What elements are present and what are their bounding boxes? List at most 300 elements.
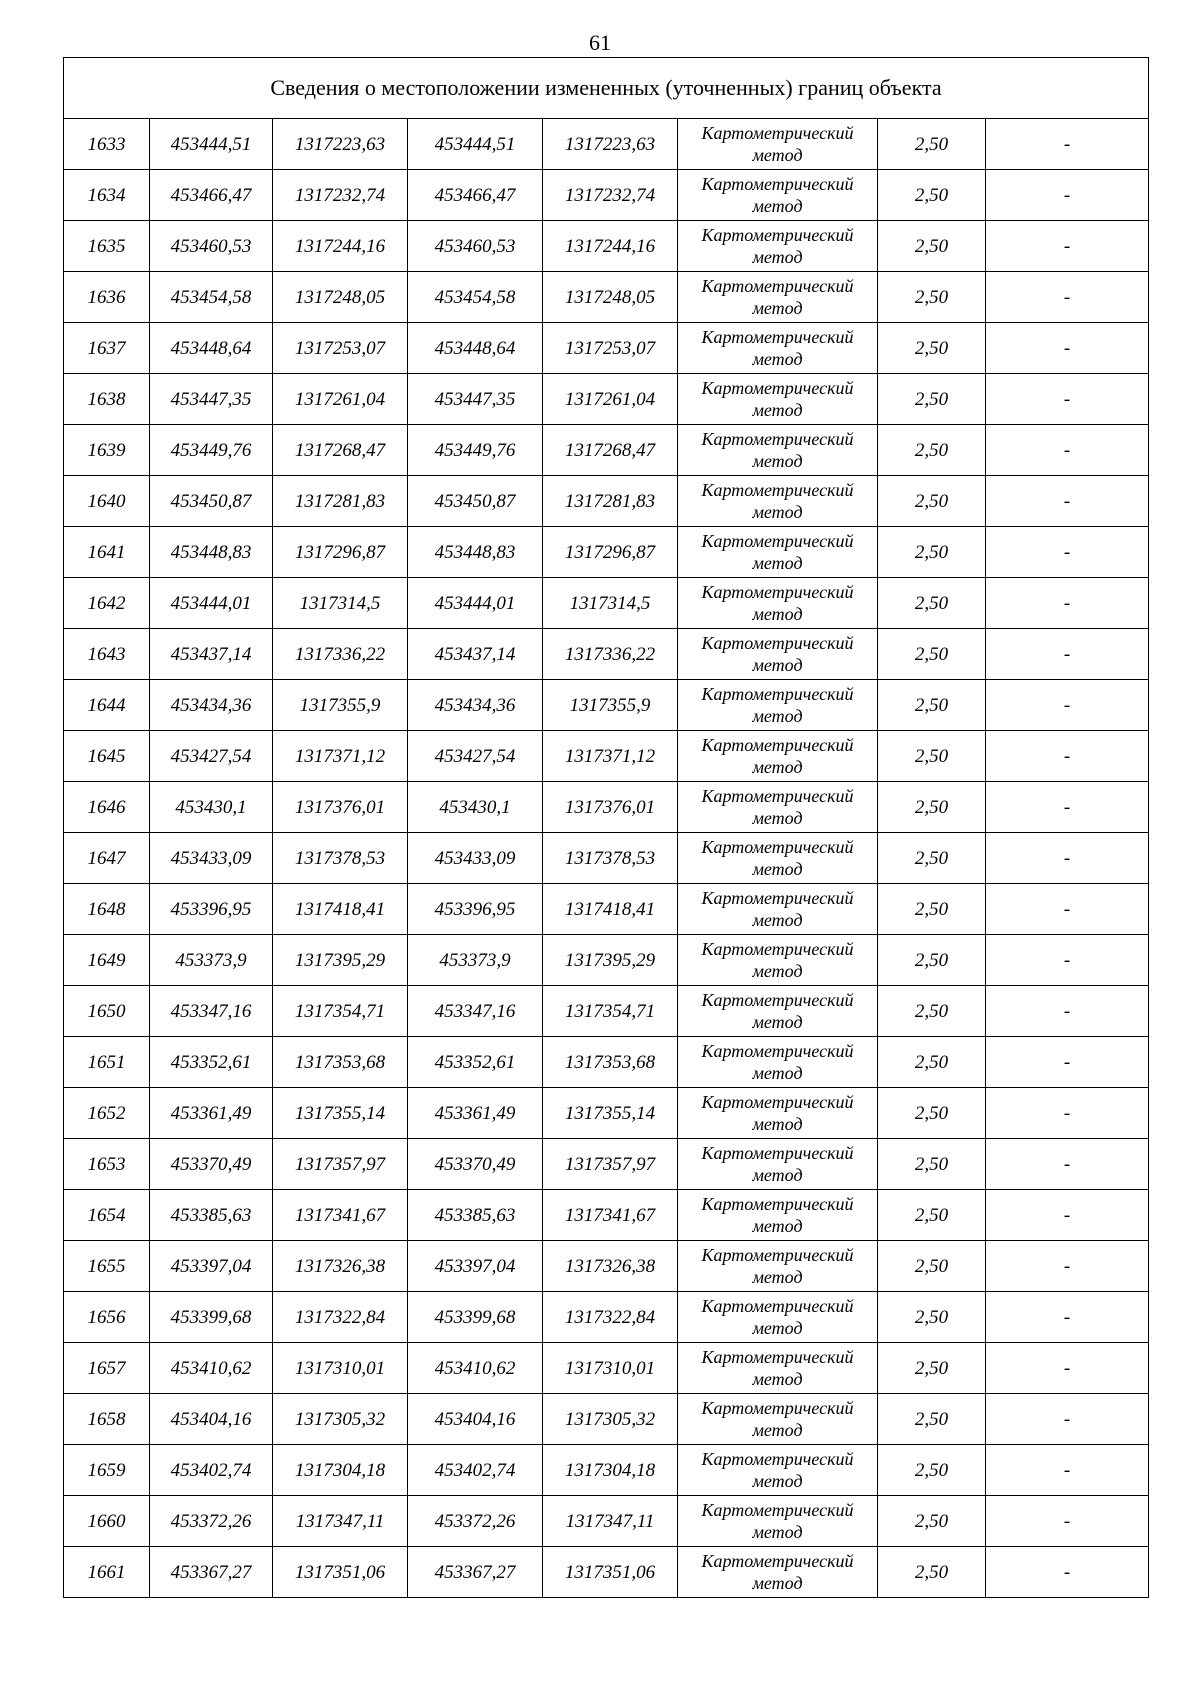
method-line-1: Картометрический: [701, 1551, 854, 1571]
x-new-cell: 453373,9: [408, 935, 543, 986]
y-old-cell: 1317357,97: [273, 1139, 408, 1190]
note-cell: -: [986, 629, 1149, 680]
x-old-cell: 453399,68: [150, 1292, 273, 1343]
x-new-cell: 453370,49: [408, 1139, 543, 1190]
method-line-2: метод: [752, 1063, 803, 1083]
x-new-cell: 453449,76: [408, 425, 543, 476]
table-row: [64, 833, 1149, 884]
method-line-1: Картометрический: [701, 786, 854, 806]
note-cell: -: [986, 986, 1149, 1037]
method-cell: [678, 1190, 878, 1241]
method-line-2: метод: [752, 1267, 803, 1287]
method-cell: [678, 986, 878, 1037]
accuracy-cell: 2,50: [878, 323, 986, 374]
point-number-cell: 1644: [64, 680, 150, 731]
accuracy-cell: 2,50: [878, 1394, 986, 1445]
x-new-cell: 453372,26: [408, 1496, 543, 1547]
y-old-cell: 1317371,12: [273, 731, 408, 782]
note-cell: -: [986, 1292, 1149, 1343]
note-cell: -: [986, 221, 1149, 272]
method-line-1: Картометрический: [701, 1245, 854, 1265]
point-number-cell: 1652: [64, 1088, 150, 1139]
y-old-cell: 1317355,14: [273, 1088, 408, 1139]
x-new-cell: 453361,49: [408, 1088, 543, 1139]
point-number-cell: 1646: [64, 782, 150, 833]
x-new-cell: 453367,27: [408, 1547, 543, 1598]
x-old-cell: 453397,04: [150, 1241, 273, 1292]
x-old-cell: 453430,1: [150, 782, 273, 833]
y-old-cell: 1317305,32: [273, 1394, 408, 1445]
method-cell: [678, 1445, 878, 1496]
table-row: [64, 1037, 1149, 1088]
point-number-cell: 1637: [64, 323, 150, 374]
x-new-cell: 453427,54: [408, 731, 543, 782]
point-number-cell: 1633: [64, 119, 150, 170]
x-old-cell: 453347,16: [150, 986, 273, 1037]
method-line-1: Картометрический: [701, 327, 854, 347]
accuracy-cell: 2,50: [878, 578, 986, 629]
accuracy-cell: 2,50: [878, 170, 986, 221]
y-new-cell: 1317223,63: [543, 119, 678, 170]
note-cell: -: [986, 578, 1149, 629]
x-old-cell: 453454,58: [150, 272, 273, 323]
point-number-cell: 1641: [64, 527, 150, 578]
method-line-1: Картометрический: [701, 225, 854, 245]
note-cell: -: [986, 1547, 1149, 1598]
y-old-cell: 1317232,74: [273, 170, 408, 221]
accuracy-cell: 2,50: [878, 731, 986, 782]
table-row: [64, 323, 1149, 374]
accuracy-cell: 2,50: [878, 1547, 986, 1598]
note-cell: -: [986, 323, 1149, 374]
method-line-2: метод: [752, 910, 803, 930]
y-new-cell: 1317351,06: [543, 1547, 678, 1598]
method-cell: [678, 1037, 878, 1088]
note-cell: -: [986, 374, 1149, 425]
method-line-2: метод: [752, 655, 803, 675]
y-new-cell: 1317244,16: [543, 221, 678, 272]
point-number-cell: 1661: [64, 1547, 150, 1598]
point-number-cell: 1635: [64, 221, 150, 272]
method-cell: [678, 170, 878, 221]
method-line-1: Картометрический: [701, 429, 854, 449]
method-line-1: Картометрический: [701, 276, 854, 296]
method-line-2: метод: [752, 349, 803, 369]
y-new-cell: 1317347,11: [543, 1496, 678, 1547]
y-new-cell: 1317355,14: [543, 1088, 678, 1139]
x-old-cell: 453450,87: [150, 476, 273, 527]
accuracy-cell: 2,50: [878, 1343, 986, 1394]
y-old-cell: 1317336,22: [273, 629, 408, 680]
method-cell: [678, 1394, 878, 1445]
table-row: [64, 782, 1149, 833]
y-old-cell: 1317355,9: [273, 680, 408, 731]
note-cell: -: [986, 884, 1149, 935]
y-new-cell: 1317248,05: [543, 272, 678, 323]
point-number-cell: 1651: [64, 1037, 150, 1088]
point-number-cell: 1636: [64, 272, 150, 323]
table-row: [64, 1088, 1149, 1139]
method-line-2: метод: [752, 553, 803, 573]
y-old-cell: 1317268,47: [273, 425, 408, 476]
accuracy-cell: 2,50: [878, 680, 986, 731]
table-row: [64, 1190, 1149, 1241]
x-new-cell: 453402,74: [408, 1445, 543, 1496]
accuracy-cell: 2,50: [878, 221, 986, 272]
y-old-cell: 1317376,01: [273, 782, 408, 833]
page-number: 61: [589, 30, 611, 55]
accuracy-cell: 2,50: [878, 1445, 986, 1496]
method-cell: [678, 425, 878, 476]
note-cell: -: [986, 731, 1149, 782]
y-new-cell: 1317353,68: [543, 1037, 678, 1088]
x-old-cell: 453466,47: [150, 170, 273, 221]
method-line-1: Картометрический: [701, 633, 854, 653]
method-line-2: метод: [752, 757, 803, 777]
x-old-cell: 453361,49: [150, 1088, 273, 1139]
method-cell: [678, 476, 878, 527]
note-cell: -: [986, 1394, 1149, 1445]
table-title-row: [64, 58, 1149, 119]
y-old-cell: 1317351,06: [273, 1547, 408, 1598]
table-row: [64, 170, 1149, 221]
y-old-cell: 1317261,04: [273, 374, 408, 425]
method-cell: [678, 1139, 878, 1190]
method-line-2: метод: [752, 1165, 803, 1185]
point-number-cell: 1647: [64, 833, 150, 884]
x-old-cell: 453448,64: [150, 323, 273, 374]
x-new-cell: 453397,04: [408, 1241, 543, 1292]
method-line-1: Картометрический: [701, 684, 854, 704]
method-cell: [678, 1496, 878, 1547]
y-new-cell: 1317305,32: [543, 1394, 678, 1445]
x-old-cell: 453434,36: [150, 680, 273, 731]
y-old-cell: 1317341,67: [273, 1190, 408, 1241]
table-row: [64, 221, 1149, 272]
method-line-1: Картометрический: [701, 1347, 854, 1367]
method-line-1: Картометрический: [701, 480, 854, 500]
x-old-cell: 453370,49: [150, 1139, 273, 1190]
x-new-cell: 453434,36: [408, 680, 543, 731]
method-line-1: Картометрический: [701, 582, 854, 602]
y-old-cell: 1317248,05: [273, 272, 408, 323]
method-line-2: метод: [752, 400, 803, 420]
table-row: [64, 1496, 1149, 1547]
y-old-cell: 1317310,01: [273, 1343, 408, 1394]
note-cell: -: [986, 680, 1149, 731]
y-new-cell: 1317395,29: [543, 935, 678, 986]
table-row: [64, 1139, 1149, 1190]
y-old-cell: 1317378,53: [273, 833, 408, 884]
y-new-cell: 1317261,04: [543, 374, 678, 425]
x-new-cell: 453448,64: [408, 323, 543, 374]
x-new-cell: 453444,51: [408, 119, 543, 170]
y-old-cell: 1317304,18: [273, 1445, 408, 1496]
note-cell: -: [986, 272, 1149, 323]
x-new-cell: 453460,53: [408, 221, 543, 272]
y-new-cell: 1317354,71: [543, 986, 678, 1037]
note-cell: -: [986, 476, 1149, 527]
y-new-cell: 1317376,01: [543, 782, 678, 833]
method-cell: [678, 1547, 878, 1598]
accuracy-cell: 2,50: [878, 425, 986, 476]
method-line-1: Картометрический: [701, 1296, 854, 1316]
method-line-2: метод: [752, 451, 803, 471]
x-old-cell: 453385,63: [150, 1190, 273, 1241]
method-line-1: Картометрический: [701, 1398, 854, 1418]
point-number-cell: 1649: [64, 935, 150, 986]
x-old-cell: 453367,27: [150, 1547, 273, 1598]
method-cell: [678, 680, 878, 731]
accuracy-cell: 2,50: [878, 1496, 986, 1547]
method-line-1: Картометрический: [701, 939, 854, 959]
y-old-cell: 1317322,84: [273, 1292, 408, 1343]
note-cell: -: [986, 1139, 1149, 1190]
table-row: [64, 1292, 1149, 1343]
x-old-cell: 453404,16: [150, 1394, 273, 1445]
point-number-cell: 1645: [64, 731, 150, 782]
method-line-1: Картометрический: [701, 1041, 854, 1061]
table-row: [64, 119, 1149, 170]
table-row: [64, 578, 1149, 629]
y-old-cell: 1317244,16: [273, 221, 408, 272]
accuracy-cell: 2,50: [878, 476, 986, 527]
note-cell: -: [986, 1241, 1149, 1292]
method-line-2: метод: [752, 1318, 803, 1338]
method-cell: [678, 782, 878, 833]
point-number-cell: 1655: [64, 1241, 150, 1292]
x-old-cell: 453352,61: [150, 1037, 273, 1088]
table-title: Сведения о местоположении измененных (уточненных) границ объекта: [64, 58, 1149, 119]
table-row: [64, 680, 1149, 731]
coordinates-table: [63, 57, 1149, 1598]
x-new-cell: 453437,14: [408, 629, 543, 680]
table-row: [64, 731, 1149, 782]
method-line-2: метод: [752, 196, 803, 216]
note-cell: -: [986, 1496, 1149, 1547]
y-old-cell: 1317353,68: [273, 1037, 408, 1088]
point-number-cell: 1657: [64, 1343, 150, 1394]
accuracy-cell: 2,50: [878, 986, 986, 1037]
note-cell: -: [986, 833, 1149, 884]
x-old-cell: 453433,09: [150, 833, 273, 884]
point-number-cell: 1643: [64, 629, 150, 680]
x-old-cell: 453444,01: [150, 578, 273, 629]
point-number-cell: 1656: [64, 1292, 150, 1343]
y-old-cell: 1317314,5: [273, 578, 408, 629]
table-row: [64, 1445, 1149, 1496]
x-old-cell: 453410,62: [150, 1343, 273, 1394]
x-old-cell: 453427,54: [150, 731, 273, 782]
method-line-1: Картометрический: [701, 990, 854, 1010]
y-old-cell: 1317395,29: [273, 935, 408, 986]
point-number-cell: 1650: [64, 986, 150, 1037]
y-old-cell: 1317253,07: [273, 323, 408, 374]
y-old-cell: 1317418,41: [273, 884, 408, 935]
method-line-2: метод: [752, 1573, 803, 1593]
accuracy-cell: 2,50: [878, 884, 986, 935]
note-cell: -: [986, 527, 1149, 578]
y-new-cell: 1317268,47: [543, 425, 678, 476]
note-cell: -: [986, 1037, 1149, 1088]
accuracy-cell: 2,50: [878, 629, 986, 680]
method-line-2: метод: [752, 1216, 803, 1236]
x-old-cell: 453437,14: [150, 629, 273, 680]
table-row: [64, 425, 1149, 476]
x-new-cell: 453447,35: [408, 374, 543, 425]
method-line-2: метод: [752, 859, 803, 879]
x-new-cell: 453352,61: [408, 1037, 543, 1088]
point-number-cell: 1660: [64, 1496, 150, 1547]
accuracy-cell: 2,50: [878, 272, 986, 323]
method-line-2: метод: [752, 961, 803, 981]
table-row: [64, 629, 1149, 680]
table-row: [64, 935, 1149, 986]
accuracy-cell: 2,50: [878, 1037, 986, 1088]
method-line-2: метод: [752, 808, 803, 828]
method-line-2: метод: [752, 1471, 803, 1491]
x-new-cell: 453433,09: [408, 833, 543, 884]
method-cell: [678, 1241, 878, 1292]
y-new-cell: 1317378,53: [543, 833, 678, 884]
x-new-cell: 453454,58: [408, 272, 543, 323]
method-cell: [678, 272, 878, 323]
x-new-cell: 453385,63: [408, 1190, 543, 1241]
method-line-2: метод: [752, 1369, 803, 1389]
point-number-cell: 1659: [64, 1445, 150, 1496]
point-number-cell: 1658: [64, 1394, 150, 1445]
method-line-1: Картометрический: [701, 1143, 854, 1163]
note-cell: -: [986, 1190, 1149, 1241]
x-old-cell: 453373,9: [150, 935, 273, 986]
accuracy-cell: 2,50: [878, 833, 986, 884]
note-cell: -: [986, 1343, 1149, 1394]
method-line-1: Картометрический: [701, 1500, 854, 1520]
y-new-cell: 1317232,74: [543, 170, 678, 221]
accuracy-cell: 2,50: [878, 374, 986, 425]
x-new-cell: 453450,87: [408, 476, 543, 527]
x-old-cell: 453448,83: [150, 527, 273, 578]
method-line-1: Картометрический: [701, 1449, 854, 1469]
x-new-cell: 453444,01: [408, 578, 543, 629]
note-cell: -: [986, 782, 1149, 833]
method-cell: [678, 1292, 878, 1343]
note-cell: -: [986, 1445, 1149, 1496]
method-line-2: метод: [752, 1012, 803, 1032]
accuracy-cell: 2,50: [878, 782, 986, 833]
method-cell: [678, 629, 878, 680]
accuracy-cell: 2,50: [878, 1292, 986, 1343]
point-number-cell: 1654: [64, 1190, 150, 1241]
y-old-cell: 1317354,71: [273, 986, 408, 1037]
y-new-cell: 1317326,38: [543, 1241, 678, 1292]
note-cell: -: [986, 935, 1149, 986]
table-row: [64, 527, 1149, 578]
method-cell: [678, 527, 878, 578]
x-old-cell: 453449,76: [150, 425, 273, 476]
method-line-2: метод: [752, 502, 803, 522]
table-row: [64, 1241, 1149, 1292]
method-cell: [678, 119, 878, 170]
table-row: [64, 476, 1149, 527]
y-new-cell: 1317418,41: [543, 884, 678, 935]
method-line-2: метод: [752, 604, 803, 624]
note-cell: -: [986, 1088, 1149, 1139]
method-line-1: Картометрический: [701, 531, 854, 551]
table-row: [64, 374, 1149, 425]
method-cell: [678, 323, 878, 374]
x-new-cell: 453347,16: [408, 986, 543, 1037]
note-cell: -: [986, 425, 1149, 476]
method-line-2: метод: [752, 706, 803, 726]
method-line-1: Картометрический: [701, 837, 854, 857]
x-new-cell: 453448,83: [408, 527, 543, 578]
y-new-cell: 1317304,18: [543, 1445, 678, 1496]
method-line-1: Картометрический: [701, 888, 854, 908]
accuracy-cell: 2,50: [878, 527, 986, 578]
table-row: [64, 1547, 1149, 1598]
point-number-cell: 1639: [64, 425, 150, 476]
method-cell: [678, 833, 878, 884]
method-cell: [678, 935, 878, 986]
y-new-cell: 1317371,12: [543, 731, 678, 782]
x-old-cell: 453447,35: [150, 374, 273, 425]
method-line-2: метод: [752, 145, 803, 165]
y-old-cell: 1317326,38: [273, 1241, 408, 1292]
method-cell: [678, 374, 878, 425]
x-new-cell: 453399,68: [408, 1292, 543, 1343]
point-number-cell: 1634: [64, 170, 150, 221]
method-line-1: Картометрический: [701, 123, 854, 143]
table-row: [64, 1394, 1149, 1445]
accuracy-cell: 2,50: [878, 1139, 986, 1190]
point-number-cell: 1640: [64, 476, 150, 527]
accuracy-cell: 2,50: [878, 1241, 986, 1292]
method-line-2: метод: [752, 1420, 803, 1440]
method-cell: [678, 731, 878, 782]
y-new-cell: 1317336,22: [543, 629, 678, 680]
accuracy-cell: 2,50: [878, 119, 986, 170]
method-cell: [678, 221, 878, 272]
point-number-cell: 1638: [64, 374, 150, 425]
table-row: [64, 986, 1149, 1037]
y-new-cell: 1317322,84: [543, 1292, 678, 1343]
accuracy-cell: 2,50: [878, 935, 986, 986]
y-new-cell: 1317341,67: [543, 1190, 678, 1241]
table-row: [64, 884, 1149, 935]
accuracy-cell: 2,50: [878, 1190, 986, 1241]
y-old-cell: 1317281,83: [273, 476, 408, 527]
table-row: [64, 1343, 1149, 1394]
point-number-cell: 1648: [64, 884, 150, 935]
y-old-cell: 1317296,87: [273, 527, 408, 578]
y-new-cell: 1317310,01: [543, 1343, 678, 1394]
point-number-cell: 1642: [64, 578, 150, 629]
method-line-1: Картометрический: [701, 1194, 854, 1214]
method-line-2: метод: [752, 1114, 803, 1134]
note-cell: -: [986, 119, 1149, 170]
x-new-cell: 453430,1: [408, 782, 543, 833]
x-new-cell: 453404,16: [408, 1394, 543, 1445]
point-number-cell: 1653: [64, 1139, 150, 1190]
y-old-cell: 1317347,11: [273, 1496, 408, 1547]
method-cell: [678, 884, 878, 935]
method-line-2: метод: [752, 247, 803, 267]
method-line-2: метод: [752, 1522, 803, 1542]
method-cell: [678, 1088, 878, 1139]
x-new-cell: 453396,95: [408, 884, 543, 935]
method-line-1: Картометрический: [701, 735, 854, 755]
